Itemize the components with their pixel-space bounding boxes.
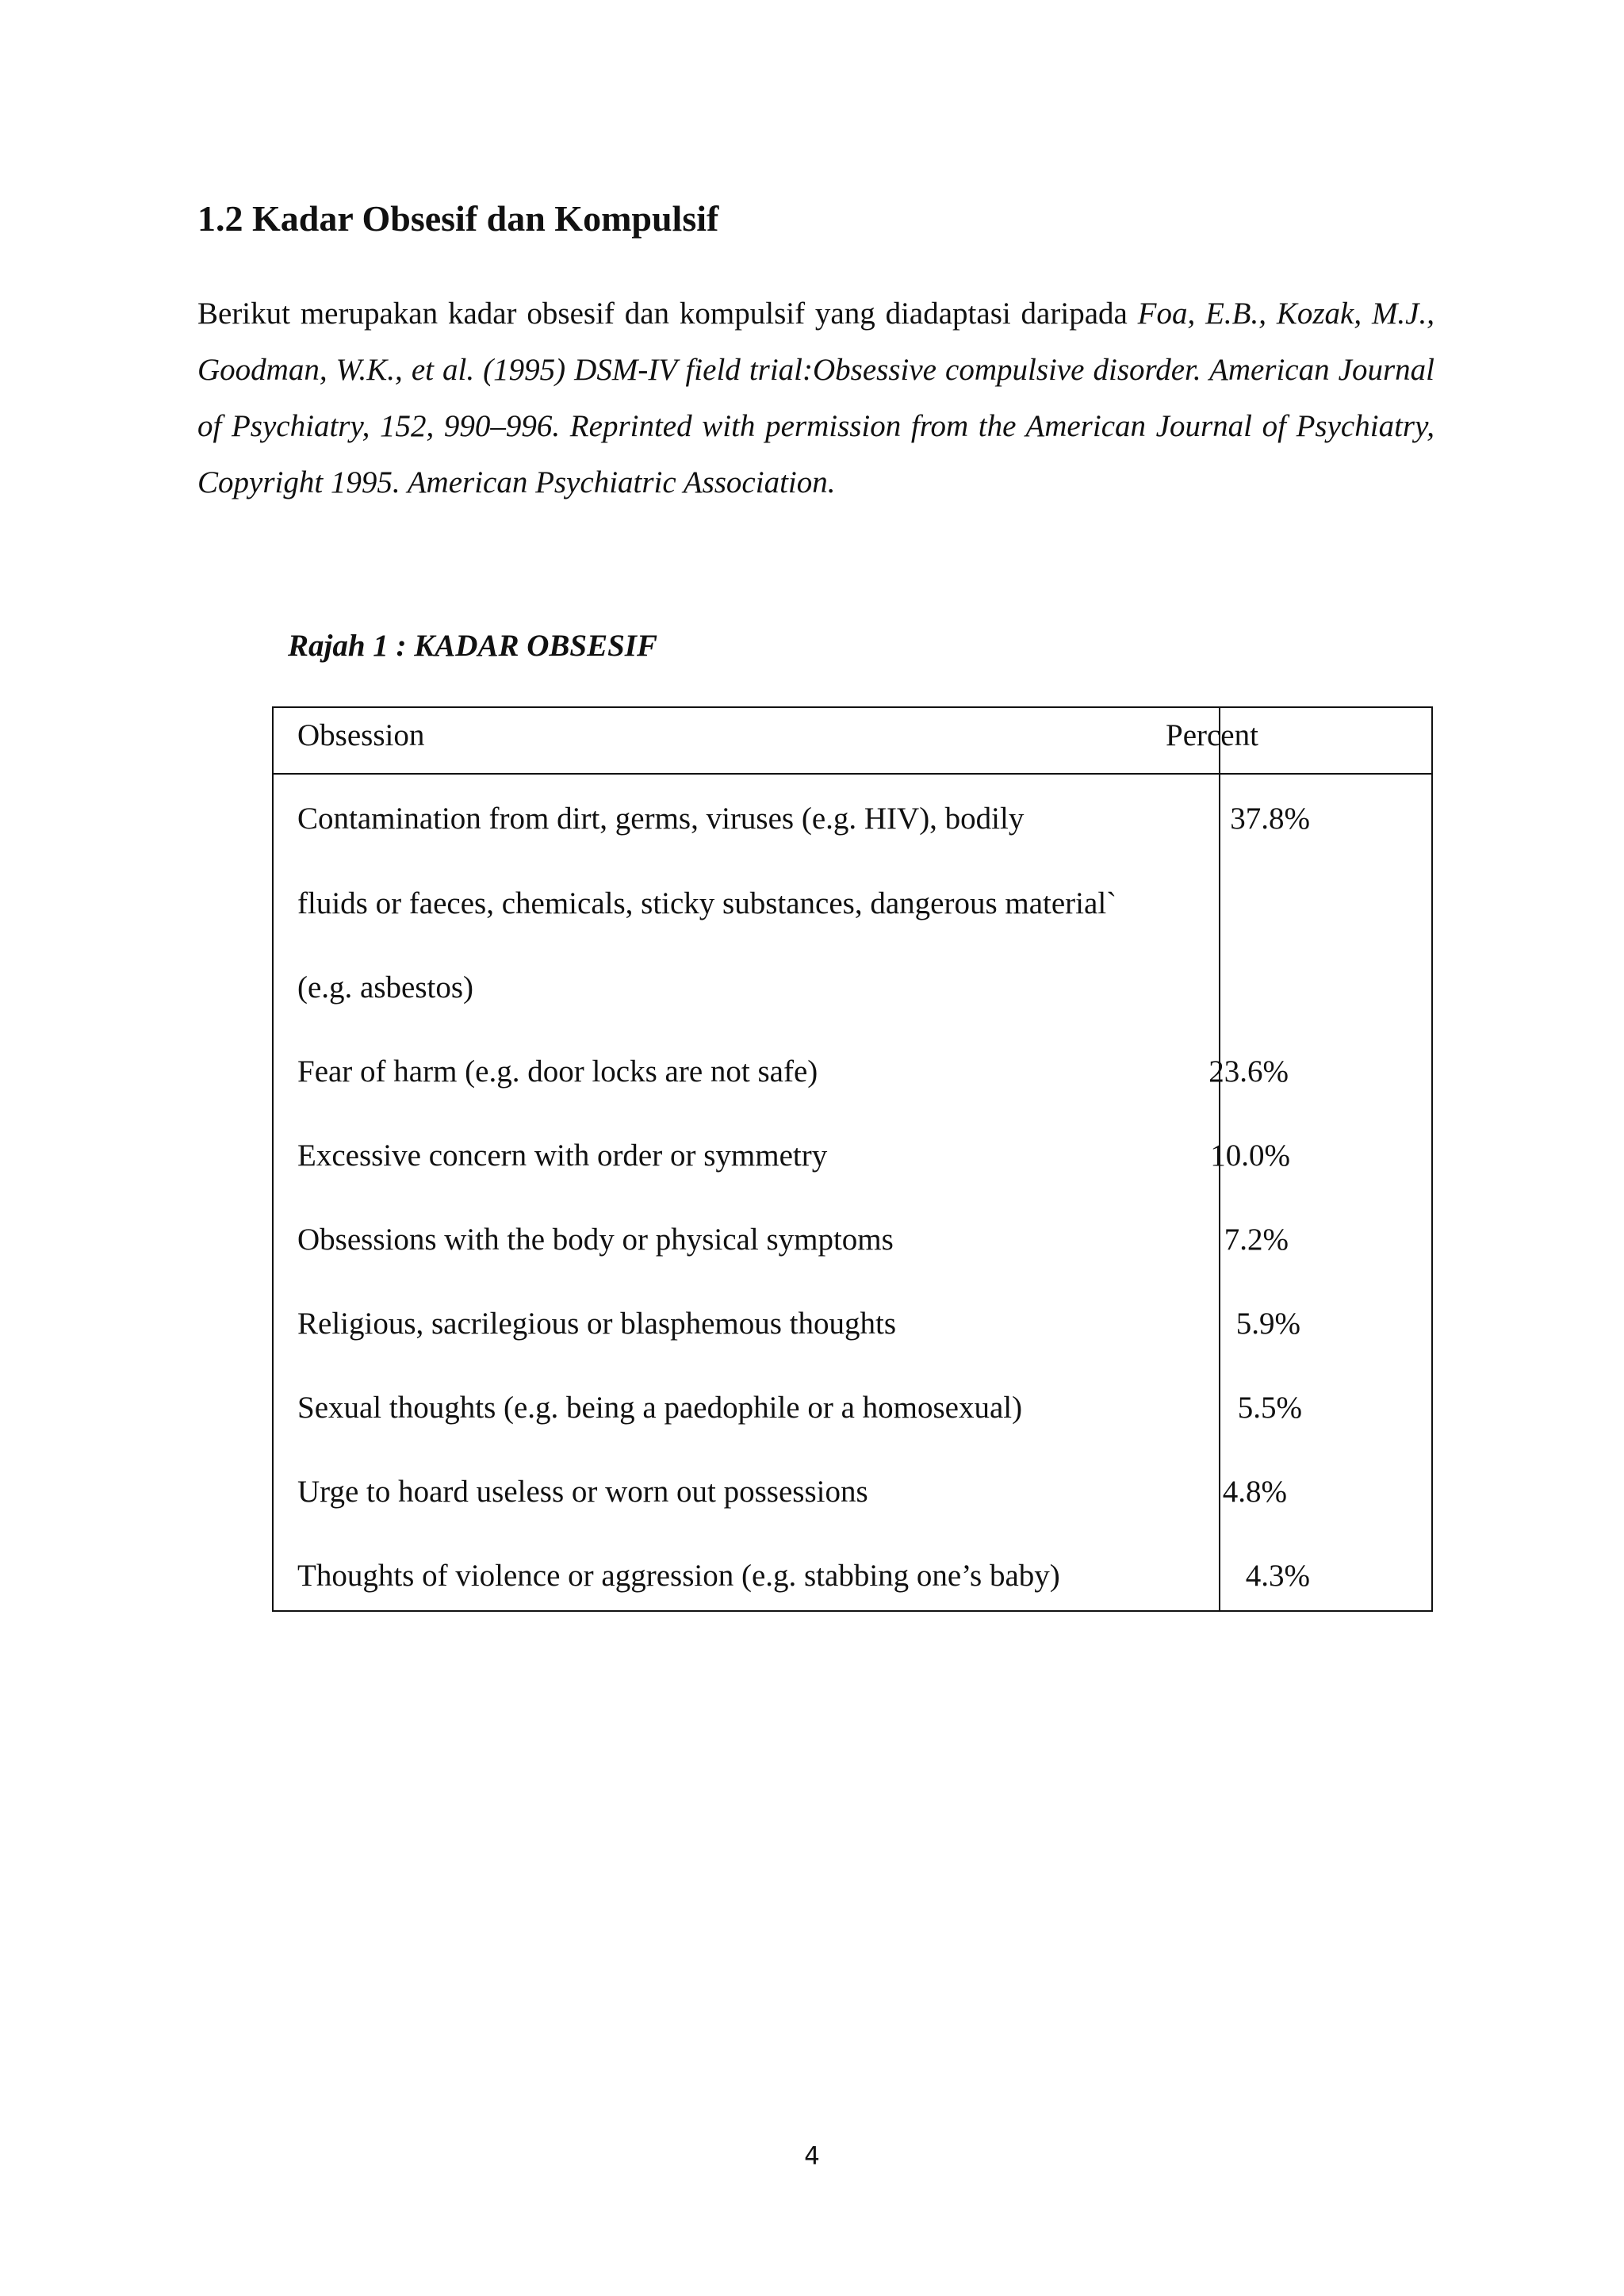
intro-text: Berikut merupakan kadar obsesif dan kompulsif yang diadaptasi daripada — [197, 297, 1138, 331]
row-6-label: Sexual thoughts (e.g. being a paedophile or a homosexual) — [297, 1391, 1023, 1425]
row-2-label: Fear of harm (e.g. door locks are not safe) — [297, 1054, 818, 1089]
row-6-percent: 5.5% — [1237, 1391, 1302, 1425]
row-1-line-2: fluids or faeces, chemicals, sticky substances, dangerous material` — [297, 886, 1117, 920]
row-4-percent: 7.2% — [1224, 1223, 1289, 1257]
row-1-line-3: (e.g. asbestos) — [297, 970, 474, 1004]
table-header-rule — [274, 773, 1431, 775]
row-7-percent: 4.8% — [1222, 1475, 1287, 1509]
row-8-percent: 4.3% — [1245, 1559, 1310, 1593]
row-1-line-1: Contamination from dirt, germs, viruses (e.g. HIV), bodily — [297, 802, 1025, 836]
row-8-label: Thoughts of violence or aggression (e.g. stabbing one’s baby) — [297, 1559, 1060, 1593]
row-5-label: Religious, sacrilegious or blasphemous thoughts — [297, 1307, 897, 1341]
intro-citation: Foa, E.B., Kozak, M.J., Goodman, W.K., et al. (1995) DSM-IV field trial:Obsessive compulsive disorder. American Journal of Psychiatry, 152, 990–996. Reprinted with permission from the American Journal of Psychiatry, Copyright 1995. American Psychiatric Association. — [197, 297, 1434, 499]
page-number: 4 — [804, 2142, 820, 2171]
table-caption: Rajah 1 : KADAR OBSESIF — [288, 629, 658, 663]
header-obsession: Obsession — [297, 718, 425, 752]
row-7-label: Urge to hoard useless or worn out possessions — [297, 1475, 868, 1509]
row-2-percent: 23.6% — [1208, 1054, 1289, 1089]
row-3-label: Excessive concern with order or symmetry — [297, 1138, 828, 1173]
row-3-percent: 10.0% — [1210, 1138, 1290, 1173]
row-4-label: Obsessions with the body or physical symptoms — [297, 1223, 894, 1257]
section-heading: 1.2 Kadar Obsesif dan Kompulsif — [197, 198, 719, 239]
obsession-table — [272, 706, 1433, 1612]
header-percent: Percent — [1166, 718, 1258, 752]
row-1-percent: 37.8% — [1230, 802, 1310, 836]
row-5-percent: 5.9% — [1235, 1307, 1300, 1341]
intro-paragraph — [197, 285, 1434, 511]
